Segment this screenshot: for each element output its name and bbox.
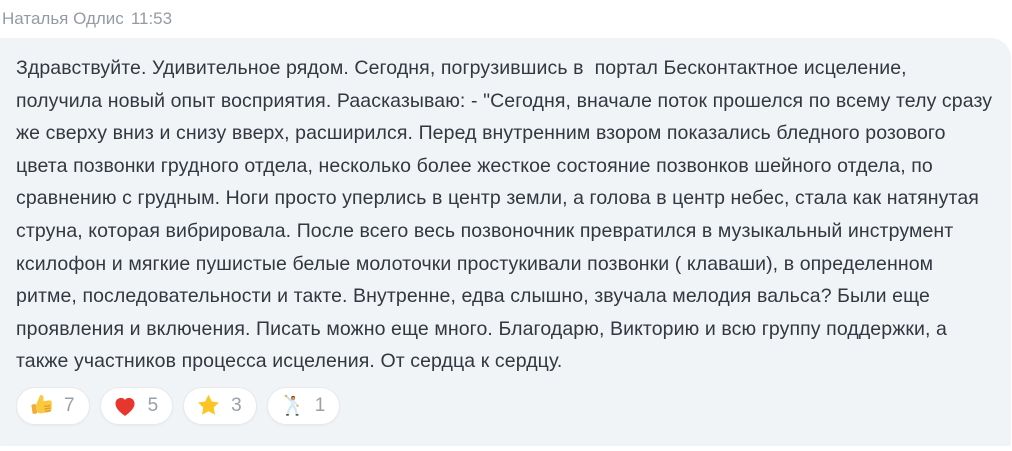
message-bubble <box>0 38 1011 446</box>
reaction-star[interactable] <box>183 387 257 425</box>
reaction-thumbs-up[interactable] <box>16 387 90 425</box>
reaction-count: 1 <box>314 394 326 416</box>
heart-icon <box>112 392 139 419</box>
reaction-count: 7 <box>64 394 75 416</box>
reactions-row <box>16 387 995 425</box>
author-name[interactable]: Наталья Одлис <box>2 9 124 28</box>
message-header <box>0 0 1012 30</box>
reaction-heart[interactable] <box>100 387 174 425</box>
reaction-dancer[interactable] <box>267 387 341 425</box>
star-icon <box>195 392 222 419</box>
reaction-count: 5 <box>147 394 159 416</box>
message-text: Здравствуйте. Удивительное рядом. Сегодня, погрузившись в портал Бесконтактное исцеление, получила новый опыт восприятия. Раасказываю: - "Сегодня, вначале поток прошелся по всему телу сразу же сверху вниз и снизу вверх, расширился. Перед внутренним взором показались бледного розового цвета позвонки грудного отдела, несколько более жесткое состояние позвонков шейного отдела, по сравнению с грудным. Ноги просто уперлись в центр земли, а голова в центр небес, стала как натянутая струна, которая вибрировала. После всего весь позвоночник превратился в музыкальный инструмент ксилофон и мягкие пушистые белые молоточки простукивали позвонки ( клаваши), в определенном ритме, последовательности и такте. Внутренне, едва слышно, звучала мелодия вальса? Были еще проявления и включения. Писать можно еще много. Благодарю, Викторию и всю группу поддержки, а также участников процесса исцеления. От сердца к сердцу. <box>16 57 998 373</box>
dancer-icon <box>279 392 306 419</box>
timestamp: 11:53 <box>130 9 173 28</box>
reaction-count: 3 <box>231 394 242 416</box>
thumbs-up-icon <box>28 392 55 419</box>
